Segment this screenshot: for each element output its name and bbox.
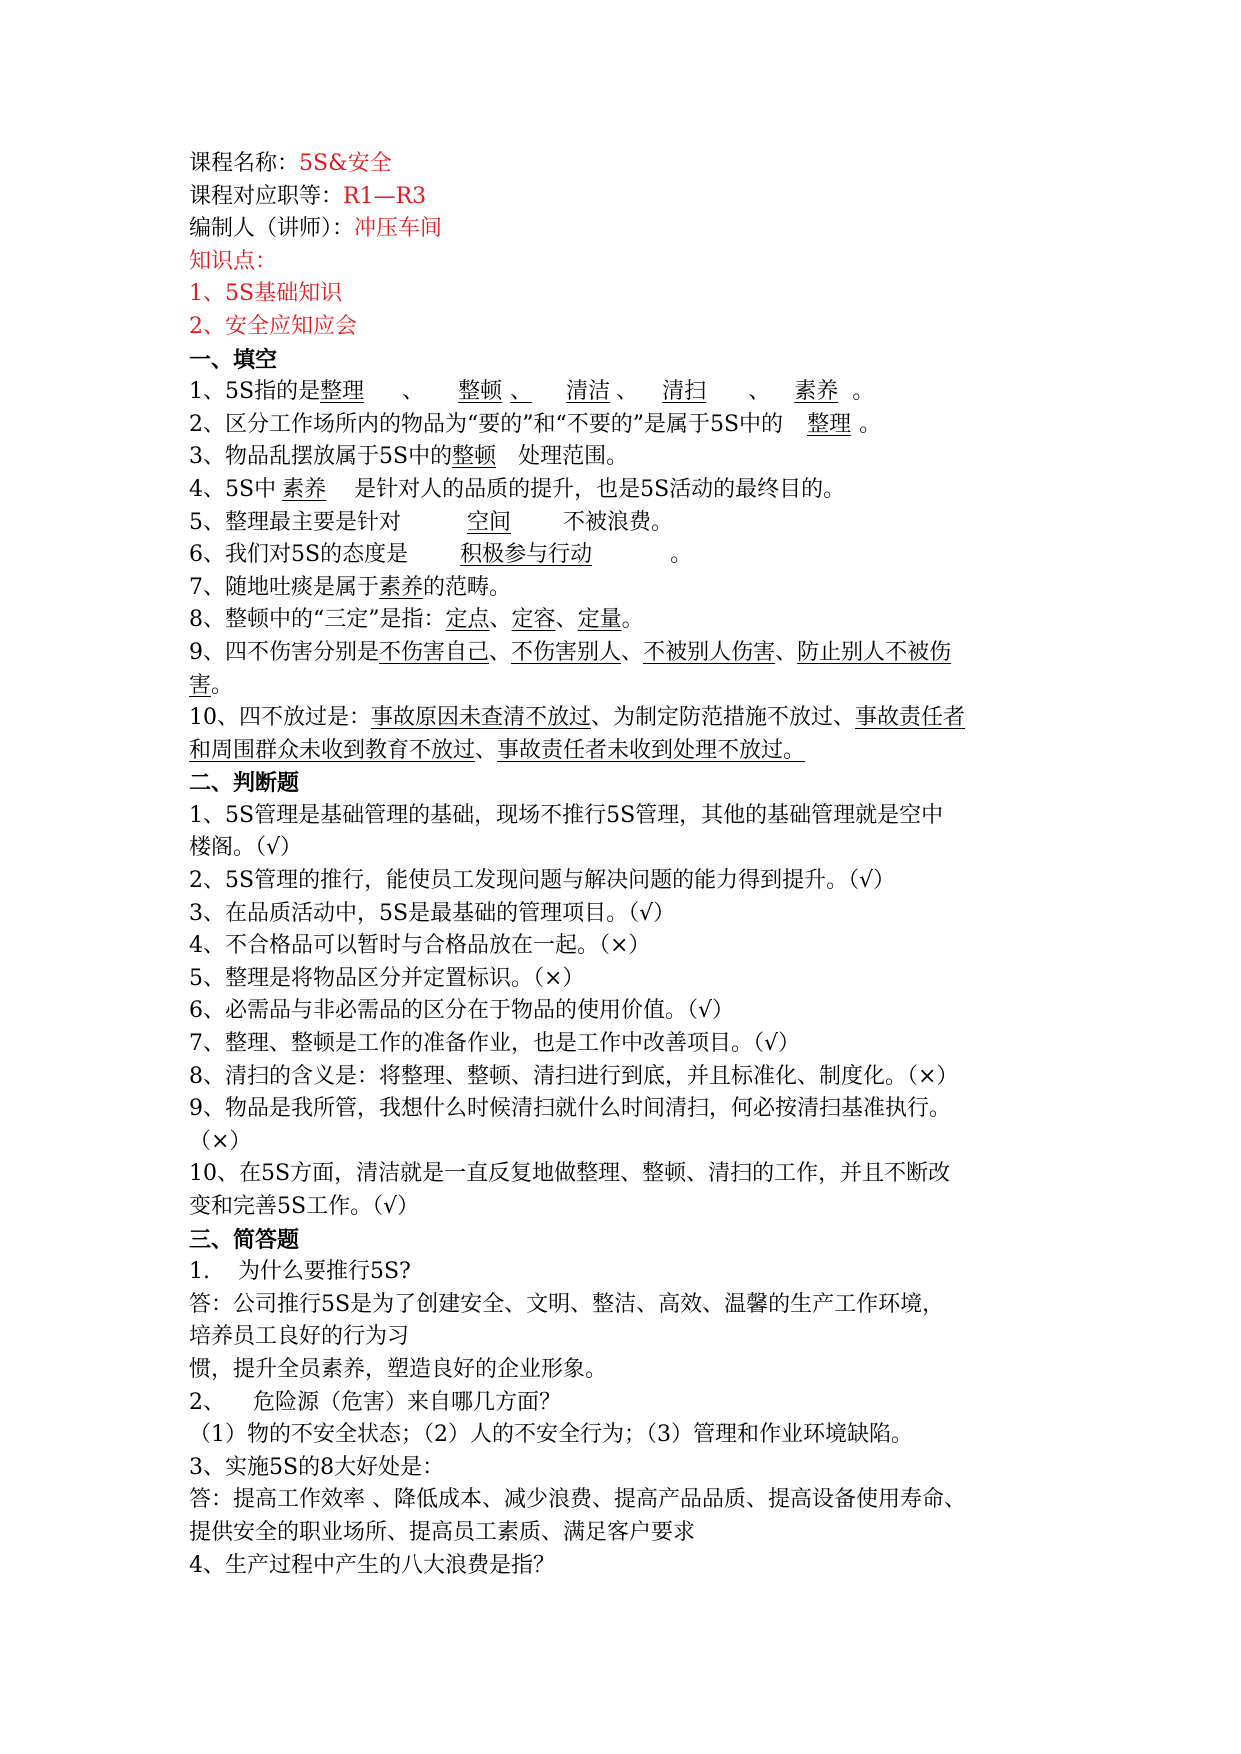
course-grade-line: [189, 181, 1069, 214]
fill-question-9-line1: [189, 637, 1069, 670]
answer-text: 不伤害自己: [379, 639, 490, 665]
q-text: 、: [621, 639, 644, 665]
fill-question-7: [189, 572, 1069, 605]
answer-text: 和周围群众未收到教育不放过: [189, 737, 476, 763]
judge-item-1-cont: 楼阁。（√）: [189, 835, 303, 861]
judge-item-8: 8、清扫的含义是：将整理、整顿、清扫进行到底，并且标准化、制度化。（×）: [189, 1063, 959, 1089]
q-text: 8、整顿中的“三定”是指：: [189, 607, 446, 633]
answer-text: 防止别人不被伤: [797, 639, 952, 665]
answer-text: 积极参与行动: [460, 542, 593, 568]
fill-question-4: [189, 474, 1069, 507]
q-text: 的范畴。: [423, 574, 512, 600]
q-text: 、为制定防范措施不放过、: [591, 705, 856, 731]
answer-text: 不伤害别人: [511, 639, 622, 665]
answer-blank: [444, 379, 532, 404]
fill-question-8: [189, 604, 1069, 637]
section-fill-title: 一、填空: [189, 346, 278, 373]
q-text: 、: [475, 737, 498, 763]
answer-blank: [648, 379, 734, 404]
author-label: 编制人（讲师）：: [189, 216, 355, 242]
knowledge-points-title: 知识点：: [189, 248, 278, 274]
fill-question-2: [189, 409, 1069, 442]
answer-text: 事故责任者未收到处理不放过。: [497, 737, 806, 763]
answer-text: 定量: [577, 607, 622, 633]
q-text: 、: [489, 639, 512, 665]
document-body: [189, 148, 1069, 1582]
answer-text: 害: [189, 672, 212, 698]
q-text: 、: [555, 607, 578, 633]
q-text: 。: [670, 542, 693, 568]
answer-blank: [780, 379, 852, 404]
q-text: 是针对人的品质的提升，也是5S活动的最终目的。: [354, 476, 846, 502]
judge-item-3: 3、在品质活动中，5S是最基础的管理项目。（√）: [189, 900, 676, 926]
fill-question-9-line2: [189, 670, 1069, 703]
answer-text: 事故责任者: [855, 705, 966, 731]
answer-text: 整顿: [452, 444, 497, 470]
q-text: 9、四不伤害分别是: [189, 639, 379, 665]
answer-blank: [429, 510, 563, 535]
course-name-value: 5S&安全: [299, 151, 392, 176]
answer-blank: [422, 542, 656, 567]
q-text: 4、5S中: [189, 476, 277, 502]
course-name-label: 课程名称：: [189, 151, 300, 176]
answer-text: 素养: [282, 476, 327, 502]
answer-text: 整理: [320, 379, 365, 405]
section-judge-title: 二、判断题: [189, 770, 300, 797]
q-text: 。: [211, 672, 234, 698]
answer-blank: [276, 477, 354, 502]
judge-item-4: 4、不合格品可以暂时与合格品放在一起。（×）: [189, 933, 651, 959]
fill-question-3: [189, 441, 1069, 474]
judge-item-6: 6、必需品与非必需品的区分在于物品的使用价值。（√）: [189, 998, 735, 1024]
judge-item-9-cont: （×）: [189, 1128, 252, 1154]
answer-text: 事故原因未查清不放过: [371, 705, 592, 731]
author-value: 冲压车间: [354, 216, 443, 242]
answer-text: 整理: [807, 411, 852, 437]
answer-text: 素养: [794, 379, 839, 405]
q-text: 处理范围。: [518, 444, 629, 470]
q-text: 、: [775, 639, 798, 665]
answer-text: 清扫: [662, 379, 707, 405]
answer-text: 不被别人伤害: [643, 639, 776, 665]
short-answer-1-line1: 答：公司推行5S是为了创建安全、文明、整洁、高效、温馨的生产工作环境，: [189, 1291, 945, 1317]
course-grade-label: 课程对应职等：: [189, 183, 344, 209]
short-answer-1-line2: 培养员工良好的行为习: [189, 1324, 410, 1350]
judge-item-1: 1、5S管理是基础管理的基础，现场不推行5S管理，其他的基础管理就是空中: [189, 802, 944, 828]
knowledge-point-2: 2、安全应知应会: [189, 313, 357, 339]
short-question-1: 1. 为什么要推行5S?: [189, 1259, 411, 1285]
author-line: [189, 213, 1069, 246]
answer-text: 素养: [379, 574, 424, 600]
q-text: 、: [489, 607, 512, 633]
course-name-line: [189, 148, 1069, 181]
fill-question-10-line2: [189, 735, 1069, 768]
q-text: 、: [616, 379, 639, 405]
q-text: 1、5S指的是: [189, 379, 321, 405]
q-text: 3、物品乱摆放属于5S中的: [189, 444, 453, 470]
judge-item-7: 7、整理、整顿是工作的准备作业，也是工作中改善项目。（√）: [189, 1031, 801, 1057]
short-answer-1-line3: 惯，提升全员素养，塑造良好的企业形象。: [189, 1356, 608, 1382]
fill-question-10-line1: [189, 702, 1069, 735]
answer-blank: [497, 738, 819, 763]
answer-text: 定容: [511, 607, 556, 633]
fill-question-6: [189, 539, 1069, 572]
judge-item-9: 9、物品是我所管，我想什么时候清扫就什么时间清扫，何必按清扫基准执行。: [189, 1096, 951, 1122]
short-answer-3-line2: 提供安全的职业场所、提高员工素质、满足客户要求: [189, 1519, 696, 1545]
q-text: 7、随地吐痰是属于: [189, 574, 379, 600]
q-text: 10、四不放过是：: [189, 705, 371, 731]
fill-question-1: [189, 376, 1069, 409]
answer-blank: [795, 412, 859, 437]
q-text: 、: [748, 379, 771, 405]
answer-blank: [320, 379, 386, 404]
course-grade-value: R1—R3: [343, 183, 427, 209]
judge-item-10-cont: 变和完善5S工作。（√）: [189, 1194, 420, 1219]
q-text: 、: [510, 379, 533, 405]
short-question-4: 4、生产过程中产生的八大浪费是指？: [189, 1552, 555, 1578]
q-text: 不被浪费。: [563, 509, 674, 535]
short-answer-3-line1: 答：提高工作效率 、降低成本、减少浪费、提高产品品质、提高设备使用寿命、: [189, 1487, 966, 1513]
q-text: 、: [402, 379, 425, 405]
answer-text: 整顿: [458, 379, 503, 405]
judge-item-5: 5、整理是将物品区分并定置标识。（×）: [189, 965, 585, 991]
judge-item-2: 2、5S管理的推行，能使员工发现问题与解决问题的能力得到提升。（√）: [189, 868, 896, 894]
short-question-2: 2、 危险源（危害）来自哪几方面？: [189, 1389, 561, 1415]
q-text: 。: [852, 379, 875, 405]
q-text: 。: [859, 411, 882, 437]
answer-blank: [552, 379, 616, 404]
q-text: 。: [621, 607, 644, 633]
answer-text: 清洁: [566, 379, 611, 405]
knowledge-point-1: 1、5S基础知识: [189, 281, 343, 307]
q-text: 6、我们对5S的态度是: [189, 542, 409, 568]
q-text: 5、整理最主要是针对: [189, 509, 401, 535]
fill-question-5: [189, 507, 1069, 540]
judge-item-10: 10、在5S方面，清洁就是一直反复地做整理、整顿、清扫的工作，并且不断改: [189, 1161, 951, 1187]
answer-blank: [452, 444, 508, 469]
answer-text: 空间: [467, 509, 512, 535]
short-answer-2: （1）物的不安全状态；（2）人的不安全行为；（3）管理和作业环境缺陷。: [189, 1422, 913, 1448]
q-text: 2、区分工作场所内的物品为“要的”和“不要的”是属于5S中的: [189, 411, 784, 437]
section-short-title: 三、简答题: [189, 1226, 300, 1253]
short-question-3: 3、实施5S的8大好处是：: [189, 1454, 445, 1480]
answer-text: 定点: [445, 607, 490, 633]
